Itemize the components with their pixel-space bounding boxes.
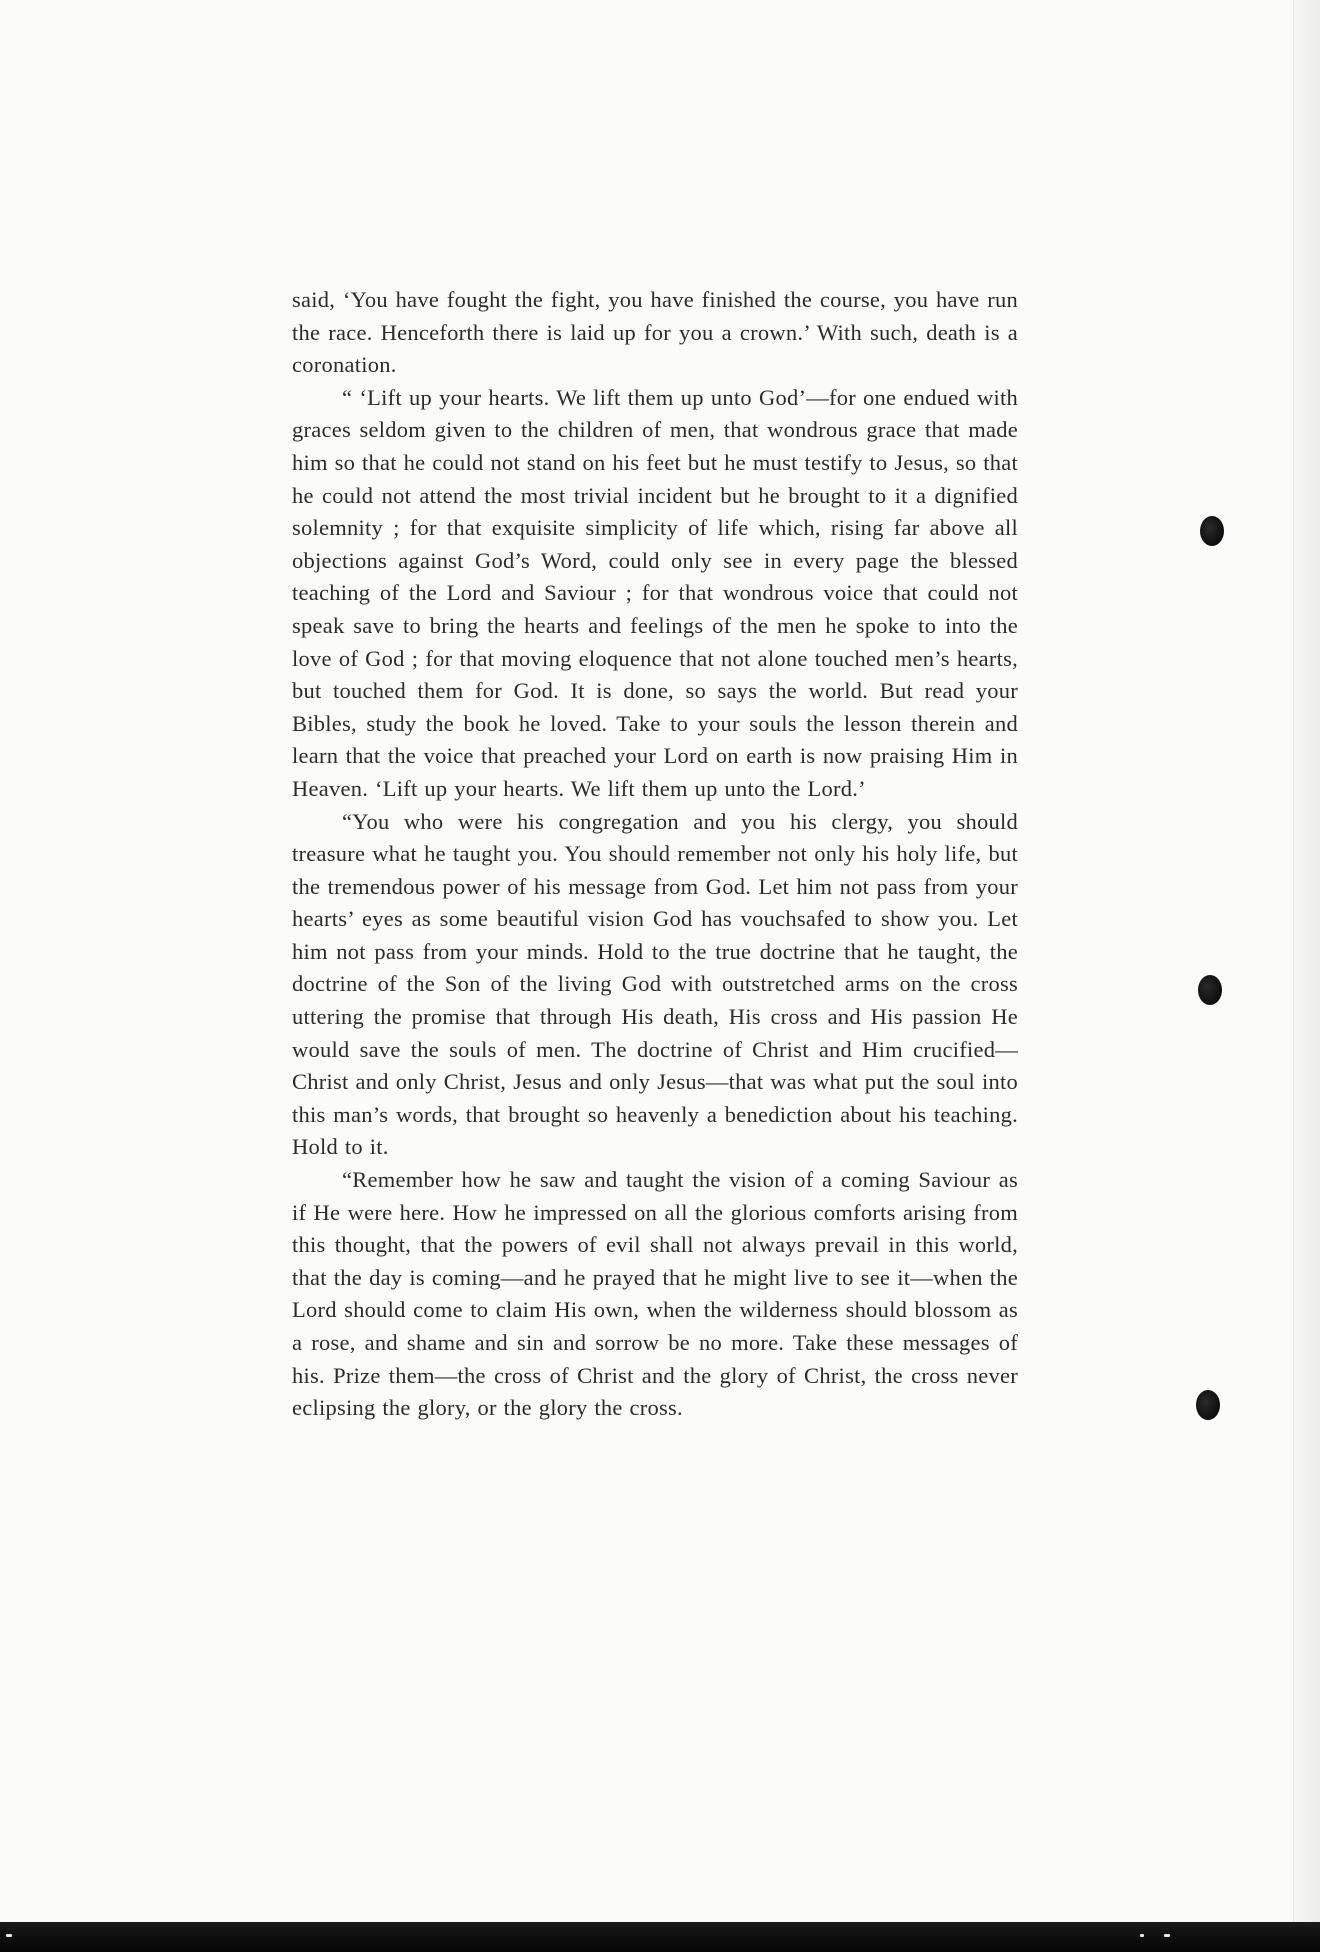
punch-hole-bottom [1196, 1390, 1220, 1420]
paragraph-1: said, ‘You have fought the fight, you have finished the course, you have run the race. Henceforth there is laid up for you a crown.’ With such, death is a coronation. [292, 287, 1018, 378]
body-text [292, 284, 1018, 1425]
punch-hole-middle [1198, 975, 1222, 1005]
scan-artifact [1140, 1934, 1144, 1937]
page-edge [1293, 0, 1320, 1922]
scan-artifact [1164, 1934, 1170, 1937]
punch-hole-top [1200, 516, 1224, 546]
scan-bottom-edge [0, 1922, 1320, 1952]
scan-artifact [6, 1934, 12, 1937]
paragraph-3: “You who were his congregation and you his clergy, you should treasure what he taught you. You should remember not only his holy life, but the tremendous power of his message from God. Let him not pass from your hearts’ eyes as some beautiful vision God has vouchsafed to show you. Let him not pass from your minds. Hold to the true doctrine that he taught, the doctrine of the Son of the living God with outstretched arms on the cross uttering the promise that through His death, His cross and His passion He would save the souls of men. The doctrine of Christ and Him crucified—Christ and only Christ, Jesus and only Jesus—that was what put the soul into this man’s words, that brought so heavenly a benediction about his teaching. Hold to it. [292, 808, 1018, 1160]
paragraph-4: “Remember how he saw and taught the vision of a coming Saviour as if He were here. How he impressed on all the glorious comforts arising from this thought, that the powers of evil shall not always prevail in this world, that the day is coming—and he prayed that he might live to see it—when the Lord should come to claim His own, when the wilderness should blossom as a rose, and shame and sin and sorrow be no more. Take these messages of his. Prize them—the cross of Christ and the glory of Christ, the cross never eclipsing the glory, or the glory the cross. [292, 1167, 1018, 1421]
paragraph-2: “ ‘Lift up your hearts. We lift them up unto God’—for one endued with graces seldom given to the children of men, that wondrous grace that made him so that he could not stand on his feet but he must testify to Jesus, so that he could not attend the most trivial incident but he brought to it a dignified solemnity ; for that exquisite simplicity of life which, rising far above all objections against God’s Word, could only see in every page the blessed teaching of the Lord and Saviour ; for that wondrous voice that could not speak save to bring the hearts and feelings of the men he spoke to into the love of God ; for that moving eloquence that not alone touched men’s hearts, but touched them for God. It is done, so says the world. But read your Bibles, study the book he loved. Take to your souls the lesson therein and learn that the voice that preached your Lord on earth is now praising Him in Heaven. ‘Lift up your hearts. We lift them up unto the Lord.’ [292, 384, 1018, 801]
